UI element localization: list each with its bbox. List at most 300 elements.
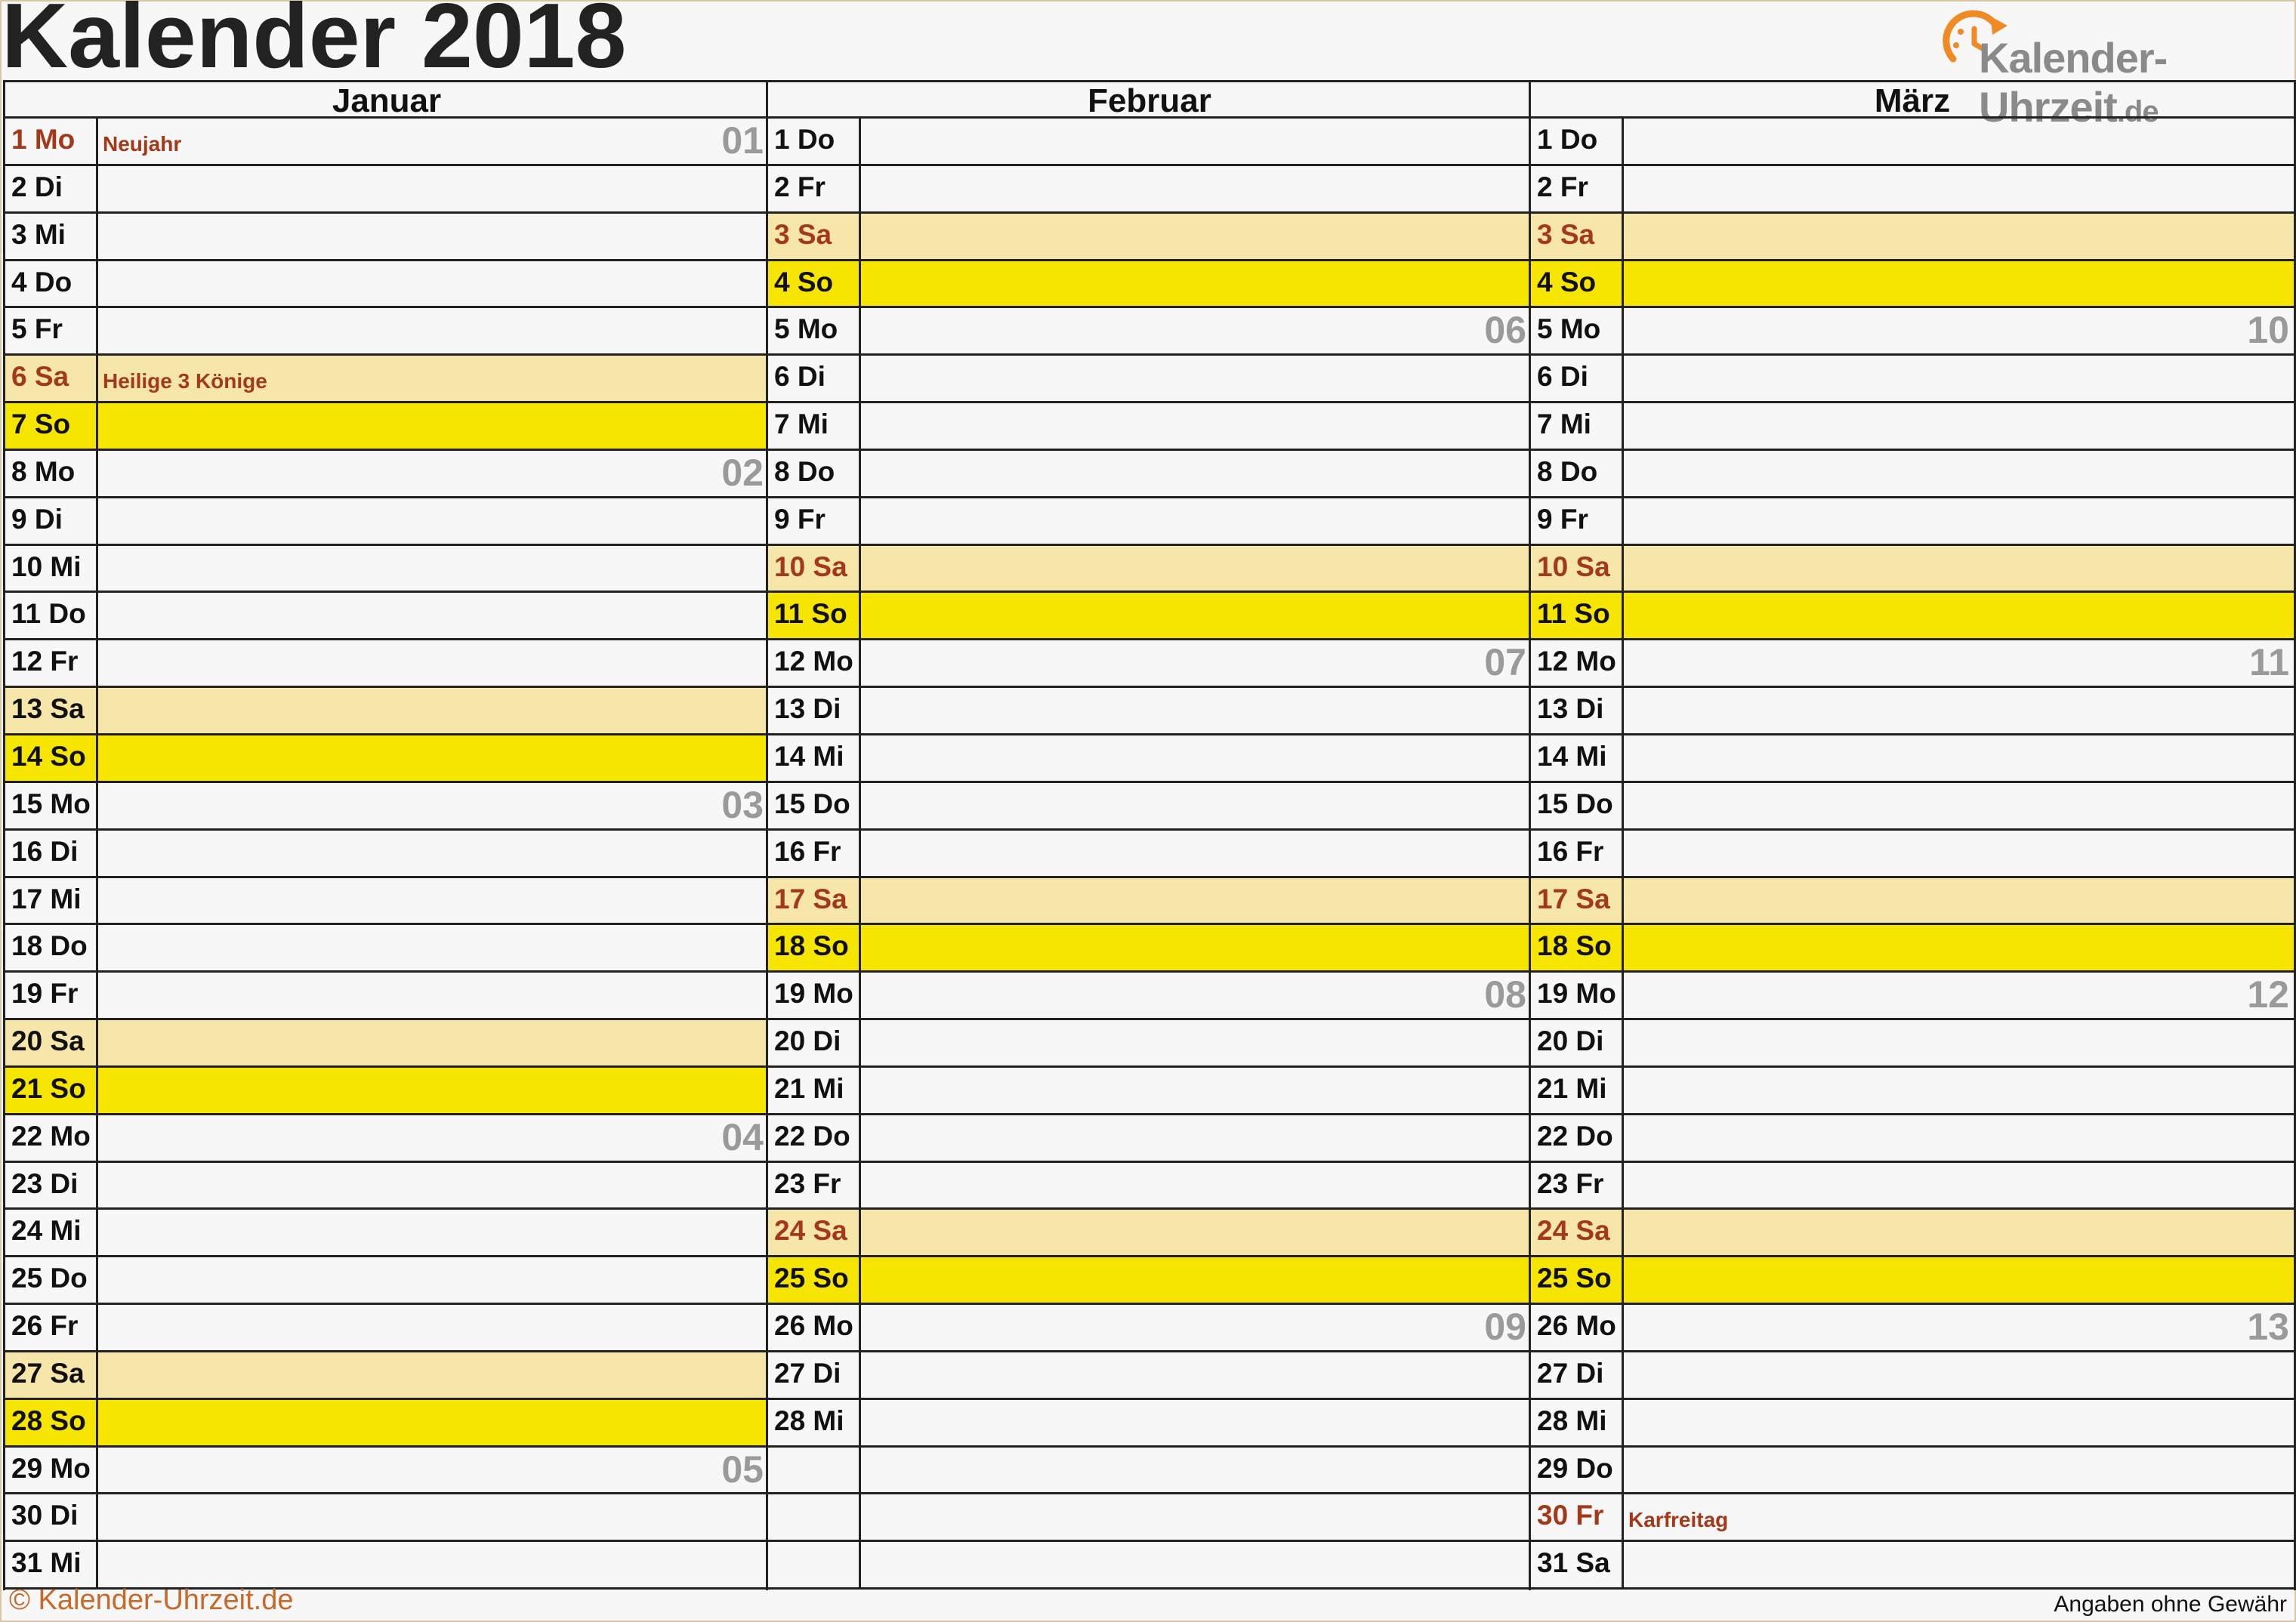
day-row[interactable] (5, 735, 768, 783)
day-note-cell[interactable] (98, 1020, 768, 1065)
day-row[interactable] (1531, 1163, 2294, 1210)
day-label: 21 Mi (768, 1068, 861, 1113)
day-note-cell[interactable] (1624, 925, 2294, 970)
day-note-cell[interactable] (1624, 1542, 2294, 1587)
day-row[interactable] (1531, 1352, 2294, 1400)
day-label: 23 Fr (1531, 1163, 1624, 1208)
day-row[interactable] (1531, 1020, 2294, 1068)
day-row[interactable] (768, 1542, 1531, 1590)
day-label: 7 So (5, 403, 98, 449)
day-row[interactable] (5, 973, 768, 1020)
day-note-cell[interactable] (1624, 1448, 2294, 1493)
day-note-cell[interactable] (861, 1305, 1531, 1350)
day-label: 16 Fr (1531, 831, 1624, 876)
day-note-cell[interactable] (861, 1068, 1531, 1113)
day-note-cell[interactable] (1624, 308, 2294, 353)
day-row[interactable] (5, 925, 768, 973)
brand-logo (1936, 5, 2291, 131)
day-note-cell[interactable] (98, 1163, 768, 1208)
holiday-name: Neujahr (103, 132, 182, 156)
day-row[interactable] (1531, 1068, 2294, 1115)
day-row[interactable] (1531, 831, 2294, 878)
day-note-cell[interactable] (1624, 261, 2294, 307)
day-label: 5 Fr (5, 308, 98, 353)
day-note-cell[interactable] (1624, 356, 2294, 401)
week-number: 12 (2247, 973, 2289, 1016)
day-note-cell[interactable] (98, 1210, 768, 1255)
day-note-cell[interactable] (1624, 403, 2294, 449)
day-note-cell[interactable] (1624, 735, 2294, 781)
page-title: Kalender 2018 (2, 0, 627, 87)
day-note-cell[interactable] (1624, 1163, 2294, 1208)
day-note-cell[interactable] (861, 403, 1531, 449)
day-label: 4 Do (5, 261, 98, 307)
day-row[interactable] (1531, 1257, 2294, 1305)
day-note-cell[interactable] (1624, 593, 2294, 638)
day-label: 5 Mo (1531, 308, 1624, 353)
day-note-cell[interactable] (98, 1352, 768, 1398)
day-row[interactable] (5, 640, 768, 688)
day-label: 20 Di (1531, 1020, 1624, 1065)
day-note-cell[interactable] (98, 261, 768, 307)
day-label: 8 Mo (5, 451, 98, 496)
day-note-cell[interactable] (861, 261, 1531, 307)
day-label: 16 Di (5, 831, 98, 876)
day-row[interactable] (1531, 593, 2294, 640)
day-row[interactable] (1531, 688, 2294, 735)
day-row[interactable] (768, 1305, 1531, 1352)
day-row[interactable] (768, 356, 1531, 403)
day-row[interactable] (1531, 261, 2294, 309)
day-label: 1 Do (768, 119, 861, 164)
day-label (768, 1494, 861, 1540)
week-number: 08 (1484, 973, 1526, 1016)
day-row[interactable] (768, 261, 1531, 309)
day-label: 25 So (1531, 1257, 1624, 1303)
day-label: 26 Fr (5, 1305, 98, 1350)
month-column (3, 80, 768, 1590)
day-row[interactable] (768, 735, 1531, 783)
day-note-cell[interactable] (98, 831, 768, 876)
day-label: 17 Mi (5, 878, 98, 924)
day-note-cell[interactable] (861, 1115, 1531, 1161)
day-row[interactable] (5, 166, 768, 214)
day-row[interactable] (768, 1163, 1531, 1210)
day-label: 9 Di (5, 498, 98, 544)
day-note-cell[interactable] (98, 1400, 768, 1445)
day-row[interactable] (1531, 403, 2294, 451)
day-row[interactable] (1531, 1115, 2294, 1163)
day-row[interactable] (1531, 546, 2294, 594)
day-label: 28 Mi (1531, 1400, 1624, 1445)
day-row[interactable] (1531, 214, 2294, 261)
day-note-cell[interactable] (98, 1542, 768, 1587)
day-note-cell[interactable] (1624, 166, 2294, 211)
day-label: 11 Do (5, 593, 98, 638)
day-label: 12 Mo (768, 640, 861, 686)
month-header: Januar (5, 80, 768, 119)
day-label: 10 Mi (5, 546, 98, 591)
day-row[interactable] (5, 403, 768, 451)
day-row[interactable] (1531, 1448, 2294, 1495)
day-note-cell[interactable] (98, 783, 768, 828)
day-label: 28 Mi (768, 1400, 861, 1445)
day-label (768, 1542, 861, 1587)
day-note-cell[interactable] (98, 1494, 768, 1540)
day-row[interactable] (768, 878, 1531, 926)
week-number: 05 (721, 1448, 764, 1491)
day-note-cell[interactable] (861, 593, 1531, 638)
day-note-cell[interactable] (1624, 640, 2294, 686)
day-note-cell[interactable] (861, 1210, 1531, 1255)
day-note-cell[interactable] (861, 119, 1531, 164)
disclaimer-text: Angaben ohne Gewähr (2054, 1592, 2287, 1617)
day-row[interactable] (768, 1115, 1531, 1163)
day-label: 18 Do (5, 925, 98, 970)
day-row[interactable] (768, 1020, 1531, 1068)
day-label: 9 Fr (768, 498, 861, 544)
day-row[interactable] (1531, 1210, 2294, 1257)
day-note-cell[interactable] (1624, 214, 2294, 259)
day-row[interactable] (768, 498, 1531, 546)
day-note-cell[interactable] (861, 878, 1531, 924)
day-row[interactable] (1531, 166, 2294, 214)
day-row[interactable] (1531, 783, 2294, 831)
day-label: 22 Do (768, 1115, 861, 1161)
day-note-cell[interactable] (861, 1352, 1531, 1398)
day-note-cell[interactable] (98, 498, 768, 544)
day-row[interactable] (768, 1210, 1531, 1257)
day-label: 26 Mo (1531, 1305, 1624, 1350)
day-note-cell[interactable] (861, 1257, 1531, 1303)
day-row[interactable] (768, 308, 1531, 356)
day-row[interactable] (5, 1494, 768, 1542)
week-number: 06 (1484, 309, 1526, 352)
day-row[interactable] (5, 783, 768, 831)
day-note-cell[interactable] (98, 1448, 768, 1493)
day-label: 10 Sa (1531, 546, 1624, 591)
day-note-cell[interactable] (98, 451, 768, 496)
day-label: 20 Di (768, 1020, 861, 1065)
day-label: 28 So (5, 1400, 98, 1445)
day-note-cell[interactable] (861, 925, 1531, 970)
day-row[interactable] (768, 1494, 1531, 1542)
day-label: 27 Di (768, 1352, 861, 1398)
day-label: 21 So (5, 1068, 98, 1113)
day-label: 10 Sa (768, 546, 861, 591)
day-label: 14 Mi (1531, 735, 1624, 781)
day-label: 22 Mo (5, 1115, 98, 1161)
day-note-cell[interactable] (98, 925, 768, 970)
day-row[interactable] (5, 1448, 768, 1495)
day-note-cell[interactable] (1624, 1400, 2294, 1445)
day-label: 6 Di (1531, 356, 1624, 401)
day-label: 16 Fr (768, 831, 861, 876)
day-row[interactable] (1531, 973, 2294, 1020)
day-label: 20 Sa (5, 1020, 98, 1065)
day-note-cell[interactable] (1624, 1305, 2294, 1350)
day-row[interactable] (5, 261, 768, 309)
week-number: 11 (2249, 641, 2289, 684)
day-label: 24 Mi (5, 1210, 98, 1255)
day-label: 2 Fr (1531, 166, 1624, 211)
day-note-cell[interactable] (1624, 973, 2294, 1018)
week-number: 04 (721, 1115, 764, 1158)
day-row[interactable] (768, 1400, 1531, 1448)
day-label: 8 Do (768, 451, 861, 496)
day-note-cell[interactable] (861, 1448, 1531, 1493)
day-label: 31 Sa (1531, 1542, 1624, 1587)
day-row[interactable] (5, 831, 768, 878)
day-row[interactable] (1531, 356, 2294, 403)
day-row[interactable] (768, 1257, 1531, 1305)
day-note-cell[interactable] (861, 973, 1531, 1018)
day-row[interactable] (768, 925, 1531, 973)
day-row[interactable] (768, 1352, 1531, 1400)
day-note-cell[interactable] (861, 1542, 1531, 1587)
week-number: 13 (2247, 1306, 2289, 1349)
day-row[interactable] (5, 1542, 768, 1590)
day-row[interactable] (768, 214, 1531, 261)
day-row[interactable] (1531, 735, 2294, 783)
day-note-cell[interactable] (98, 735, 768, 781)
day-note-cell[interactable] (1624, 1257, 2294, 1303)
day-row[interactable] (768, 783, 1531, 831)
day-note-cell[interactable] (98, 546, 768, 591)
day-label: 30 Fr (1531, 1494, 1624, 1540)
day-label: 13 Di (1531, 688, 1624, 733)
day-note-cell[interactable] (1624, 546, 2294, 591)
day-label: 29 Mo (5, 1448, 98, 1493)
day-label: 7 Mi (768, 403, 861, 449)
day-row[interactable] (5, 1400, 768, 1448)
day-note-cell[interactable] (98, 1068, 768, 1113)
day-row[interactable] (768, 593, 1531, 640)
day-note-cell[interactable] (98, 1305, 768, 1350)
day-row[interactable] (5, 1257, 768, 1305)
day-note-cell[interactable] (861, 498, 1531, 544)
day-row[interactable] (768, 546, 1531, 594)
day-row[interactable] (5, 1068, 768, 1115)
day-row[interactable] (5, 214, 768, 261)
day-note-cell[interactable] (98, 166, 768, 211)
day-row[interactable] (5, 119, 768, 166)
day-note-cell[interactable] (861, 1494, 1531, 1540)
day-label: 14 So (5, 735, 98, 781)
day-row[interactable] (1531, 119, 2294, 166)
week-number: 07 (1484, 641, 1526, 684)
day-row[interactable] (5, 1352, 768, 1400)
day-row[interactable] (5, 688, 768, 735)
day-note-cell[interactable] (1624, 498, 2294, 544)
day-note-cell[interactable] (98, 119, 768, 164)
day-row[interactable] (768, 119, 1531, 166)
day-label: 7 Mi (1531, 403, 1624, 449)
day-row[interactable] (5, 593, 768, 640)
holiday-name: Heilige 3 Könige (103, 369, 267, 393)
day-note-cell[interactable] (1624, 451, 2294, 496)
month-header: Februar (768, 80, 1531, 119)
day-label (768, 1448, 861, 1493)
month-column (1529, 80, 2296, 1590)
day-note-cell[interactable] (1624, 688, 2294, 733)
day-label: 1 Do (1531, 119, 1624, 164)
day-row[interactable] (5, 1020, 768, 1068)
day-note-cell[interactable] (861, 1020, 1531, 1065)
day-label: 3 Sa (768, 214, 861, 259)
day-note-cell[interactable] (1624, 831, 2294, 876)
day-note-cell[interactable] (861, 831, 1531, 876)
day-label: 3 Sa (1531, 214, 1624, 259)
month-header: März (1531, 80, 2294, 119)
day-label: 19 Mo (768, 973, 861, 1018)
day-label: 9 Fr (1531, 498, 1624, 544)
day-row[interactable] (768, 973, 1531, 1020)
day-note-cell[interactable] (1624, 878, 2294, 924)
day-note-cell[interactable] (861, 451, 1531, 496)
day-row[interactable] (768, 688, 1531, 735)
day-row[interactable] (5, 356, 768, 403)
day-note-cell[interactable] (861, 166, 1531, 211)
day-label: 15 Mo (5, 783, 98, 828)
week-number: 10 (2247, 309, 2289, 352)
day-note-cell[interactable] (861, 214, 1531, 259)
day-note-cell[interactable] (98, 308, 768, 353)
day-note-cell[interactable] (1624, 783, 2294, 828)
day-note-cell[interactable] (1624, 1020, 2294, 1065)
day-row[interactable] (768, 1448, 1531, 1495)
day-row[interactable] (1531, 1542, 2294, 1590)
day-note-cell[interactable] (1624, 1115, 2294, 1161)
day-label: 25 Do (5, 1257, 98, 1303)
day-note-cell[interactable] (861, 735, 1531, 781)
day-note-cell[interactable] (1624, 1352, 2294, 1398)
week-number: 01 (721, 119, 764, 162)
day-label: 2 Di (5, 166, 98, 211)
day-label: 26 Mo (768, 1305, 861, 1350)
day-label: 6 Di (768, 356, 861, 401)
day-note-cell[interactable] (861, 688, 1531, 733)
logo-text: Kalender-Uhrzeit.de (1979, 34, 2168, 131)
day-note-cell[interactable] (1624, 119, 2294, 164)
day-label: 12 Fr (5, 640, 98, 686)
day-label: 24 Sa (1531, 1210, 1624, 1255)
day-label: 27 Di (1531, 1352, 1624, 1398)
day-row[interactable] (1531, 451, 2294, 498)
week-number: 09 (1484, 1306, 1526, 1349)
day-label: 2 Fr (768, 166, 861, 211)
day-label: 18 So (768, 925, 861, 970)
day-label: 15 Do (1531, 783, 1624, 828)
day-row[interactable] (1531, 925, 2294, 973)
day-row[interactable] (5, 451, 768, 498)
day-note-cell[interactable] (1624, 1068, 2294, 1113)
day-label: 11 So (768, 593, 861, 638)
day-note-cell[interactable] (98, 973, 768, 1018)
day-row[interactable] (5, 308, 768, 356)
day-label: 22 Do (1531, 1115, 1624, 1161)
day-row[interactable] (768, 451, 1531, 498)
day-label: 8 Do (1531, 451, 1624, 496)
day-label: 11 So (1531, 593, 1624, 638)
day-note-cell[interactable] (98, 1257, 768, 1303)
day-label: 4 So (768, 261, 861, 307)
day-label: 30 Di (5, 1494, 98, 1540)
day-row[interactable] (1531, 1400, 2294, 1448)
day-row[interactable] (1531, 1305, 2294, 1352)
month-column (766, 80, 1531, 1590)
day-note-cell[interactable] (861, 308, 1531, 353)
day-row[interactable] (5, 1163, 768, 1210)
day-row[interactable] (768, 166, 1531, 214)
day-label: 3 Mi (5, 214, 98, 259)
day-label: 25 So (768, 1257, 861, 1303)
day-row[interactable] (768, 640, 1531, 688)
day-note-cell[interactable] (98, 356, 768, 401)
day-row[interactable] (5, 878, 768, 926)
day-note-cell[interactable] (98, 593, 768, 638)
day-label: 14 Mi (768, 735, 861, 781)
day-note-cell[interactable] (98, 403, 768, 449)
day-label: 18 So (1531, 925, 1624, 970)
day-note-cell[interactable] (861, 546, 1531, 591)
day-row[interactable] (768, 831, 1531, 878)
week-number: 03 (721, 783, 764, 826)
day-row[interactable] (5, 546, 768, 594)
day-label: 19 Mo (1531, 973, 1624, 1018)
day-note-cell[interactable] (1624, 1210, 2294, 1255)
day-note-cell[interactable] (98, 688, 768, 733)
day-label: 13 Di (768, 688, 861, 733)
day-row[interactable] (1531, 498, 2294, 546)
day-note-cell[interactable] (98, 1115, 768, 1161)
day-note-cell[interactable] (861, 1400, 1531, 1445)
day-label: 12 Mo (1531, 640, 1624, 686)
day-label: 5 Mo (768, 308, 861, 353)
day-row[interactable] (5, 498, 768, 546)
day-label: 15 Do (768, 783, 861, 828)
day-note-cell[interactable] (861, 783, 1531, 828)
day-note-cell[interactable] (98, 878, 768, 924)
week-number: 02 (721, 451, 764, 494)
day-label: 4 So (1531, 261, 1624, 307)
day-label: 17 Sa (768, 878, 861, 924)
day-row[interactable] (1531, 640, 2294, 688)
day-label: 13 Sa (5, 688, 98, 733)
day-row[interactable] (5, 1210, 768, 1257)
day-row[interactable] (1531, 878, 2294, 926)
day-note-cell[interactable] (861, 640, 1531, 686)
day-note-cell[interactable] (98, 214, 768, 259)
day-note-cell[interactable] (1624, 1494, 2294, 1540)
day-label: 19 Fr (5, 973, 98, 1018)
holiday-name: Karfreitag (1628, 1508, 1729, 1532)
day-row[interactable] (768, 403, 1531, 451)
day-label: 24 Sa (768, 1210, 861, 1255)
day-row[interactable] (5, 1305, 768, 1352)
day-note-cell[interactable] (98, 640, 768, 686)
day-row[interactable] (1531, 1494, 2294, 1542)
day-label: 27 Sa (5, 1352, 98, 1398)
day-row[interactable] (5, 1115, 768, 1163)
day-row[interactable] (1531, 308, 2294, 356)
day-label: 23 Di (5, 1163, 98, 1208)
day-note-cell[interactable] (861, 1163, 1531, 1208)
day-label: 21 Mi (1531, 1068, 1624, 1113)
day-note-cell[interactable] (861, 356, 1531, 401)
day-row[interactable] (768, 1068, 1531, 1115)
day-label: 23 Fr (768, 1163, 861, 1208)
